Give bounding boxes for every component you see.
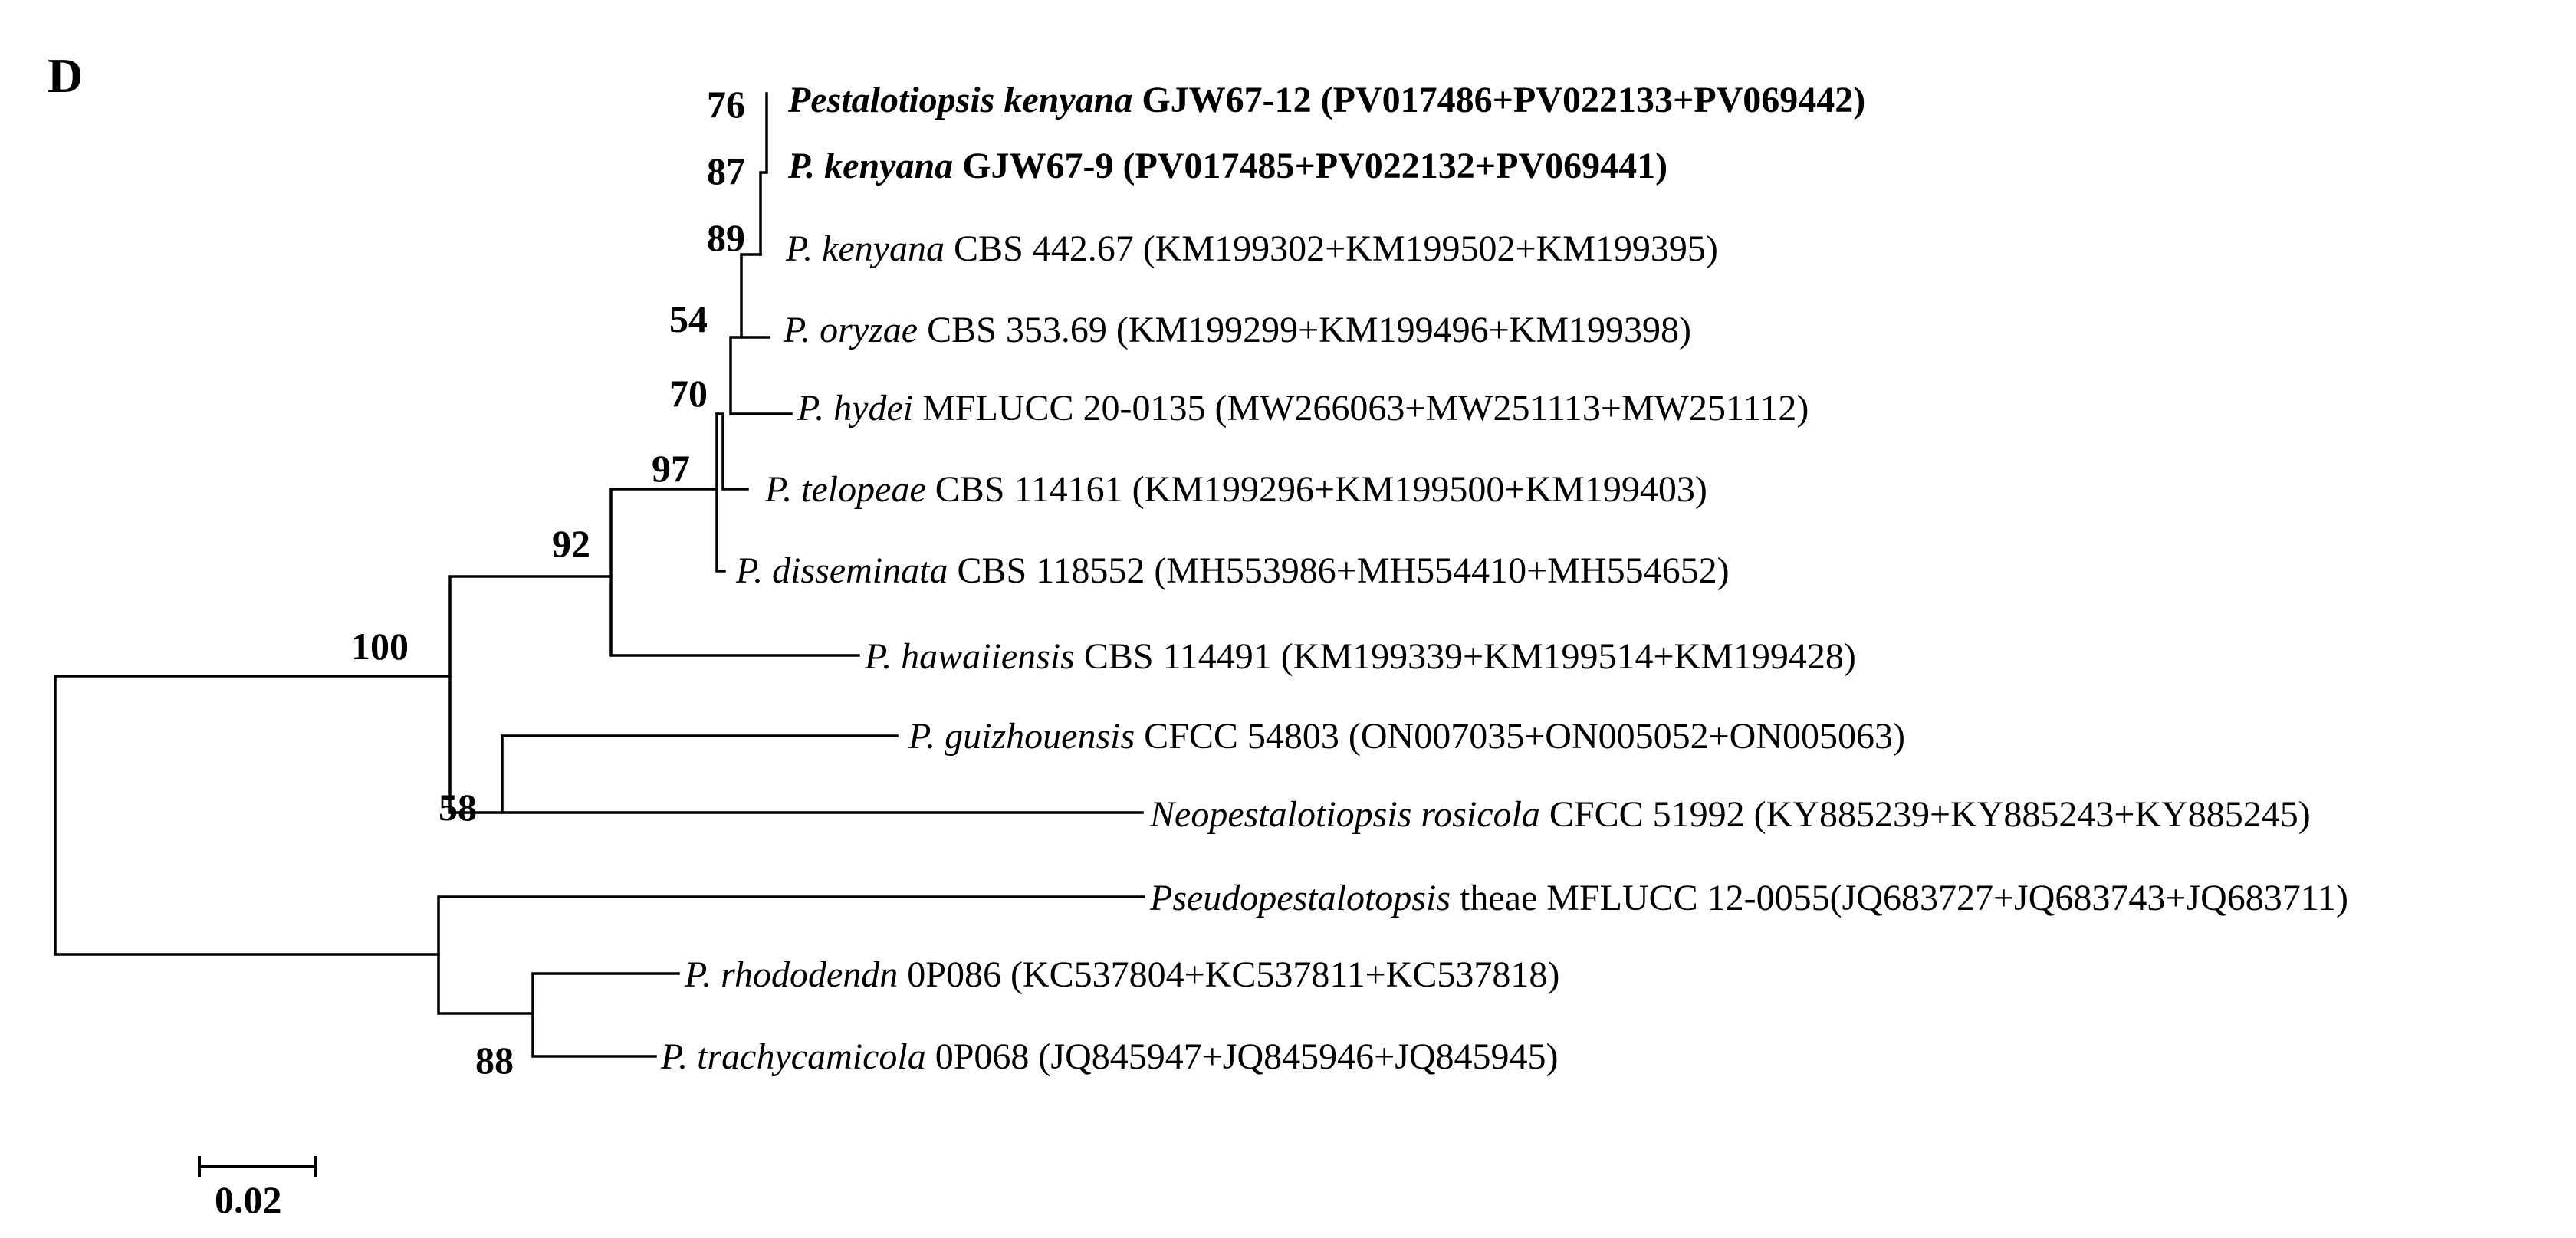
taxon-details: CFCC 51992 (KY885239+KY885243+KY885245) [1539,794,2311,835]
taxon-name-italic: Neopestalotiopsis rosicola [1150,794,1540,835]
taxon-name-italic: P. kenyana [788,146,954,186]
taxon-label [735,550,1730,591]
taxon-label [660,1036,1559,1077]
scale-bar [199,1156,316,1221]
taxon-details: theae MFLUCC 12-0055(JQ683727+JQ683743+JQ683711) [1451,878,2348,918]
taxon-details: CBS 442.67 (KM199302+KM199502+KM199395) [945,228,1718,269]
taxon-details: CBS 114491 (KM199339+KM199514+KM199428) [1074,636,1856,677]
taxon-labels [660,80,2348,1077]
taxon-label [1149,794,2311,835]
support-value: 92 [552,522,590,565]
taxon-details: CBS 353.69 (KM199299+KM199496+KM199398) [918,310,1691,350]
taxon-label [684,954,1559,995]
taxon-label [787,80,1865,120]
branch-node-88 [533,974,678,1056]
taxon-details: GJW67-9 (PV017485+PV022132+PV069441) [953,146,1668,186]
taxon-details: 0P086 (KC537804+KC537811+KC537818) [898,954,1560,995]
taxon-details: GJW67-12 (PV017486+PV022133+PV069442) [1132,80,1866,120]
taxon-name-italic: P. disseminata [736,550,948,591]
taxon-name-italic: Pestalotiopsis kenyana [788,80,1133,120]
support-value: 87 [707,149,745,192]
taxon-details: CBS 118552 (MH553986+MH554410+MH554652) [948,550,1730,591]
branch-node-87 [761,172,765,254]
taxon-label [797,388,1809,429]
scale-bar-label: 0.02 [215,1178,282,1221]
taxon-details: CFCC 54803 (ON007035+ON005052+ON005063) [1135,716,1905,757]
taxon-details: MFLUCC 20-0135 (MW266063+MW251113+MW251112) [913,388,1809,429]
taxon-name-italic: P. rhododendn [685,954,899,995]
taxon-name-italic: Pseudopestalotopsis [1150,878,1451,918]
taxon-name-italic: P. hawaiiensis [865,636,1075,677]
support-value: 54 [669,297,708,340]
taxon-name-italic: P. oryzae [784,310,918,350]
taxon-name-italic: P. trachycamicola [661,1036,926,1077]
branch-node-70 [717,414,748,489]
taxon-label [1149,878,2348,918]
scale-bar-line [199,1156,316,1177]
taxon-name-italic: P. kenyana [786,228,945,269]
support-value: 70 [669,372,708,415]
support-value: 89 [707,216,745,259]
support-values [351,83,745,1082]
taxon-label [783,310,1691,350]
branch-node-100 [450,576,611,813]
support-value: 100 [351,625,409,668]
taxon-name-italic: P. guizhouensis [909,716,1135,757]
support-value: 58 [439,786,477,829]
taxon-label [908,716,1905,757]
panel-label: D [48,48,84,103]
support-value: 97 [652,447,690,490]
taxon-details: 0P068 (JQ845947+JQ845946+JQ845945) [925,1036,1559,1077]
branch-node-89 [741,254,769,337]
taxon-label [787,146,1668,186]
branch-root [55,676,450,954]
taxon-name-italic: P. telopeae [765,469,926,510]
taxon-name-italic: P. hydei [797,388,914,429]
support-value: 76 [707,83,745,126]
taxon-label [785,228,1718,269]
support-value: 88 [475,1039,514,1082]
taxon-label [864,636,1856,677]
taxon-details: CBS 114161 (KM199296+KM199500+KM199403) [925,469,1707,510]
branch-node-54 [731,337,791,414]
taxon-label [764,469,1707,510]
